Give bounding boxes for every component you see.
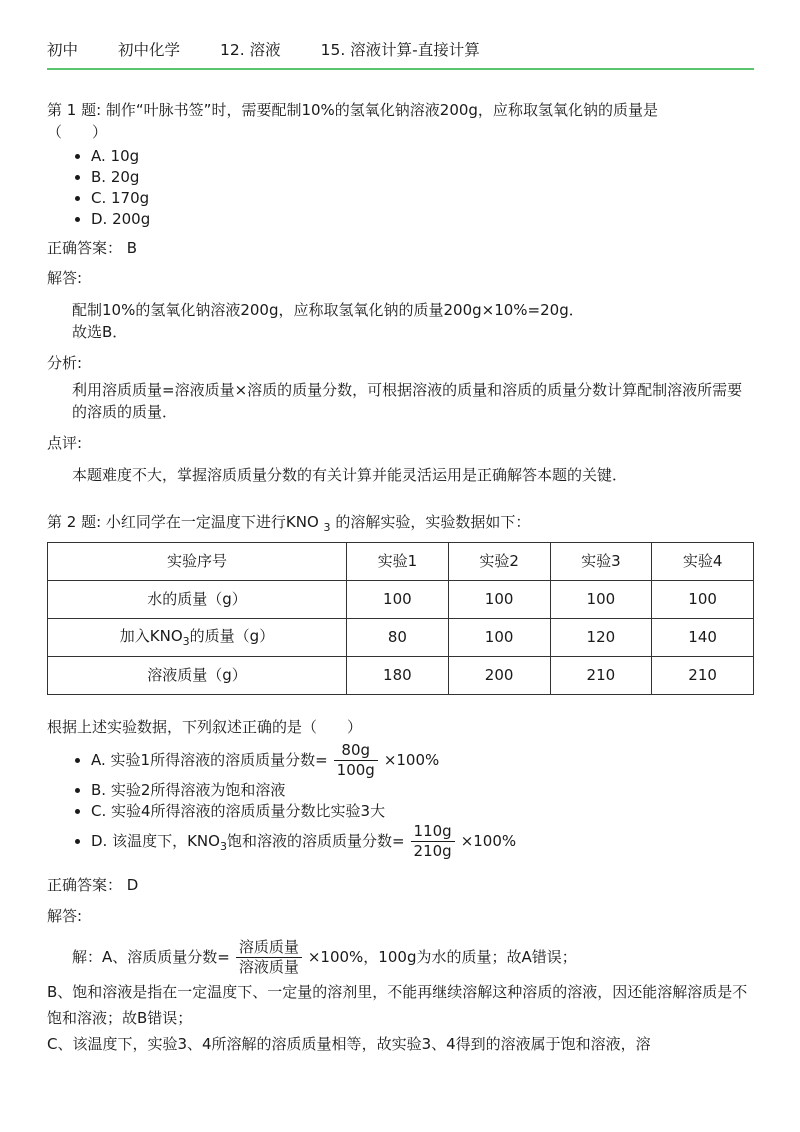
- row-label: 溶液质量（g）: [48, 657, 347, 695]
- table-cell: 140: [652, 619, 754, 657]
- review-body: 本题难度不大，掌握溶质质量分数的有关计算并能灵活运用是正确解答本题的关键．: [72, 465, 628, 484]
- document-body: [47, 100, 757, 1057]
- breadcrumb: [47, 38, 754, 70]
- option-a: • A. 10g: [91, 146, 757, 167]
- question-1-text: 第 1 题: 制作“叶脉书签”时，需要配制10%的氢氧化钠溶液200g，应称取氢氧化钠的质量是: [47, 101, 658, 119]
- table-row: [48, 581, 754, 619]
- numerator: 110g: [413, 821, 452, 840]
- option-d-text: D. 该温度下，KNO: [91, 831, 220, 850]
- table-header-cell: 实验序号: [48, 543, 347, 581]
- fraction: [334, 741, 378, 780]
- breadcrumb-level-4[interactable]: 15. 溶液计算-直接计算: [320, 41, 480, 59]
- question-1-blank: （ ）: [47, 122, 108, 141]
- row-label-text-end: 的质量（g）: [189, 626, 275, 645]
- solution-line: 故选B．: [72, 322, 128, 341]
- table-cell: 100: [448, 619, 550, 657]
- table-row: [48, 657, 754, 695]
- row-label-text: 加入KNO: [119, 626, 183, 645]
- option-a-text: A. 实验1所得溶液的溶质质量分数=: [91, 750, 328, 769]
- question-2-options: [47, 741, 757, 861]
- question-2-text-end: 的溶解实验，实验数据如下：: [330, 513, 531, 532]
- solution-text: 解：A、溶质质量分数=: [72, 948, 230, 967]
- denominator: 210g: [411, 841, 455, 861]
- solution-line: B、饱和溶液是指在一定温度下、一定量的溶剂里，不能再继续溶解这种溶质的溶液，因还能溶解溶质是不饱和溶液；故B错误；: [47, 983, 748, 1028]
- fraction: [411, 822, 455, 861]
- question-1-options: [47, 146, 757, 230]
- question-2-answer: [47, 875, 757, 897]
- denominator: 100g: [334, 760, 378, 780]
- table-cell: 120: [550, 619, 652, 657]
- solution-label: 解答:: [47, 906, 83, 925]
- table-header-row: [48, 543, 754, 581]
- table-cell: 80: [347, 619, 449, 657]
- option-d-text-mid: 饱和溶液的溶质质量分数=: [226, 831, 405, 850]
- question-1-title: [47, 100, 757, 144]
- subscript: 3: [219, 839, 227, 853]
- option-a: [91, 741, 757, 780]
- review-label: 点评:: [47, 433, 83, 452]
- numerator: 溶质质量: [238, 938, 299, 957]
- fraction: [236, 938, 302, 977]
- option-a-suffix: ×100%: [383, 750, 440, 769]
- table-header-cell: 实验3: [550, 543, 652, 581]
- option-c: • C. 170g: [91, 188, 757, 209]
- question-2-text: 第 2 题: 小红同学在一定温度下进行KNO: [47, 513, 324, 532]
- table-cell: 100: [652, 581, 754, 619]
- table-cell: 100: [448, 581, 550, 619]
- table-row: [48, 619, 754, 657]
- breadcrumb-level-1[interactable]: 初中: [47, 41, 79, 59]
- answer-label: 正确答案：: [47, 238, 123, 257]
- table-cell: 200: [448, 657, 550, 695]
- row-label: [48, 619, 347, 657]
- experiment-table: [47, 542, 754, 695]
- solution-body: [47, 300, 757, 344]
- solution-line: C、该温度下，实验3、4所溶解的溶质质量相等，故实验3、4得到的溶液属于饱和溶液，溶: [47, 1035, 651, 1054]
- answer-value: D: [126, 875, 139, 894]
- option-d-suffix: ×100%: [460, 831, 517, 850]
- answer-label: 正确答案：: [47, 875, 123, 894]
- question-2-stem: 根据上述实验数据，下列叙述正确的是（ ）: [47, 718, 363, 737]
- row-label: 水的质量（g）: [48, 581, 347, 619]
- table-cell: 100: [347, 581, 449, 619]
- breadcrumb-level-2[interactable]: 初中化学: [118, 41, 181, 59]
- option-b: • B. 实验2所得溶液为饱和溶液: [91, 780, 757, 801]
- table-cell: 100: [550, 581, 652, 619]
- solution-line: 配制10%的氢氧化钠溶液200g，应称取氢氧化钠的质量200g×10%=20g．: [72, 301, 584, 319]
- option-b: • B. 20g: [91, 167, 757, 188]
- table-header-cell: 实验1: [347, 543, 449, 581]
- numerator: 80g: [341, 740, 371, 759]
- solution-body: [47, 935, 757, 979]
- question-1: [47, 100, 757, 486]
- analysis-label: 分析:: [47, 353, 83, 372]
- solution-text-end: ×100%，100g为水的质量；故A错误；: [307, 948, 577, 967]
- table-cell: 180: [347, 657, 449, 695]
- table-header-cell: 实验2: [448, 543, 550, 581]
- answer-value: B: [126, 238, 138, 257]
- subscript: 3: [182, 634, 190, 648]
- breadcrumb-level-3[interactable]: 12. 溶液: [220, 41, 281, 59]
- table-cell: 210: [550, 657, 652, 695]
- option-d: [91, 822, 757, 861]
- subscript: 3: [323, 521, 331, 535]
- solution-line: [72, 935, 757, 979]
- option-d: • D. 200g: [91, 209, 757, 230]
- question-1-answer: [47, 238, 757, 260]
- option-c: • C. 实验4所得溶液的溶质质量分数比实验3大: [91, 801, 757, 822]
- solution-label: 解答:: [47, 269, 83, 288]
- question-2: [47, 512, 757, 1057]
- denominator: 溶液质量: [236, 957, 302, 977]
- table-cell: 210: [652, 657, 754, 695]
- question-2-title: [47, 512, 757, 536]
- analysis-body: 利用溶质质量=溶液质量×溶质的质量分数，可根据溶液的质量和溶质的质量分数计算配制溶液所需要的溶质的质量．: [72, 381, 743, 421]
- table-header-cell: 实验4: [652, 543, 754, 581]
